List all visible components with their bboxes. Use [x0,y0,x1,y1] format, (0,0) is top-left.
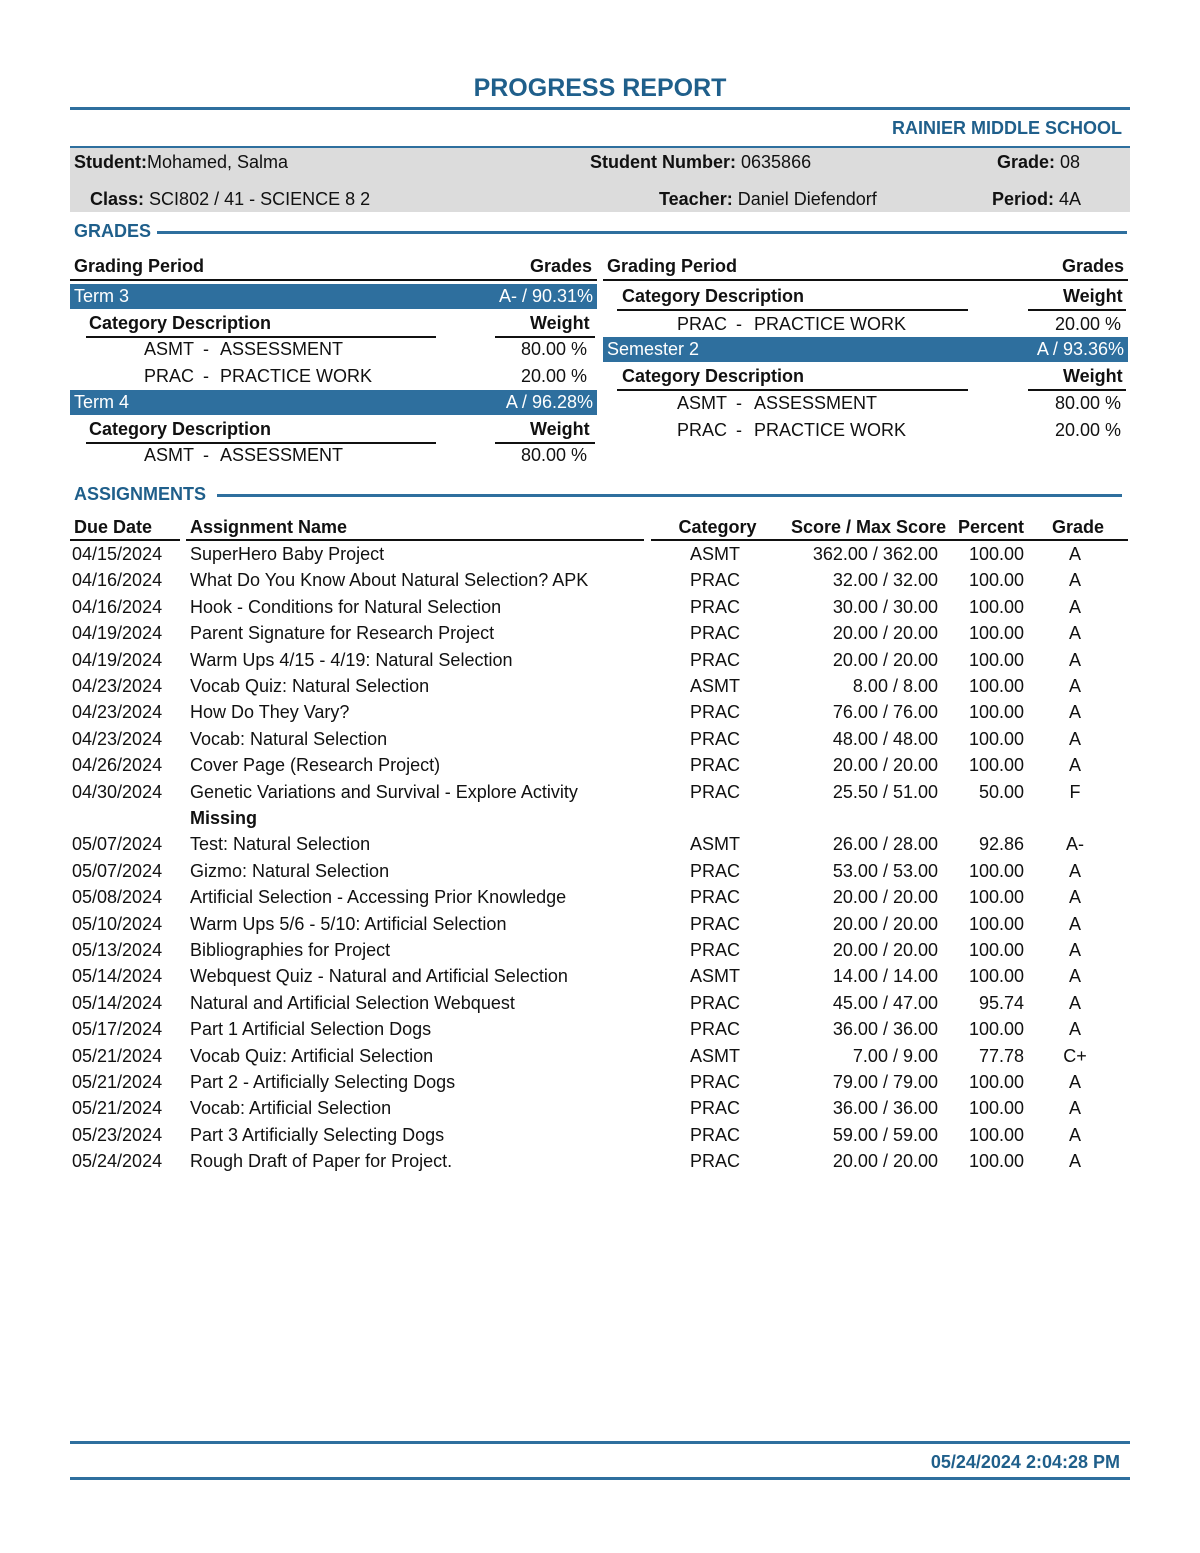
term4-cat-weight: 80.00 % [521,445,588,465]
right-header-underline [603,279,1128,281]
class-field [90,189,370,210]
due-date-cell: 04/23/2024 [72,702,163,723]
grade-cell: C+ [1063,1045,1087,1066]
category-cell: PRAC [689,1019,740,1040]
semester2-cat-code: PRAC [677,420,728,440]
category-cell: PRAC [689,702,740,723]
due-date-cell: 05/14/2024 [72,966,163,987]
term4-cat-sep: - [203,445,209,465]
term4-cat-code: PRAC [677,314,728,334]
grade-cell: A [1068,913,1081,934]
student-field [74,152,288,173]
grade-cell: A [1068,676,1081,696]
score-cell: 53.00 / 53.00 [832,860,938,881]
grade-cell: A [1068,1151,1081,1172]
due-date-cell: 04/16/2024 [72,570,163,591]
percent-cell: 100.00 [968,623,1024,644]
assignment-name-cell: Natural and Artificial Selection Webquest [190,992,515,1013]
grade-cell: A [1068,755,1081,776]
teacher-name: Daniel Diefendorf [737,189,877,209]
semester2-row [603,337,1128,362]
assignment-name-cell: Part 3 Artificially Selecting Dogs [190,1124,445,1145]
grade-cell: A [1068,570,1081,591]
grade-cell: A [1068,860,1081,881]
table-row [0,752,1200,778]
category-cell: PRAC [689,755,740,776]
score-cell: 79.00 / 79.00 [832,1072,938,1092]
category-cell: ASMT [689,544,740,564]
term3-cat-desc: PRACTICE WORK [220,366,373,386]
grade-cell: A [1068,1098,1081,1119]
assignment-name-cell: Artificial Selection - Accessing Prior Knowledge [190,887,567,908]
score-cell: 8.00 / 8.00 [852,676,938,696]
term4-cat-weight: 20.00 % [1055,314,1122,334]
term4-cat-sep: - [736,314,742,334]
term4-cat-desc: PRACTICE WORK [754,314,907,334]
due-date-cell: 05/14/2024 [72,992,163,1013]
category-cell: PRAC [689,913,740,934]
due-date-cell: 04/19/2024 [72,623,163,644]
grade-cell: A [1068,966,1081,987]
grade-cell: A [1068,596,1081,617]
class-label: Class: [90,189,145,209]
term4-weight-header: Weight [530,419,590,439]
assignment-name-cell: Genetic Variations and Survival - Explore Activity [190,781,578,802]
due-date-cell: 05/07/2024 [72,834,163,855]
score-cell: 20.00 / 20.00 [832,913,938,934]
percent-cell: 92.86 [978,834,1024,855]
grades-section-title: GRADES [74,221,152,241]
percent-cell: 77.78 [978,1045,1024,1066]
percent-cell: 100.00 [968,1019,1024,1040]
due-date-cell: 05/10/2024 [72,913,163,934]
category-cell: ASMT [689,966,740,987]
semester2-cat-weight: 20.00 % [1055,420,1122,440]
title-rule [70,107,1130,110]
term3-cat-desc: ASSESSMENT [220,339,344,359]
category-cell: PRAC [689,649,740,670]
assignment-name-cell: Webquest Quiz - Natural and Artificial Selection [190,966,568,987]
table-row [0,726,1200,752]
grade-cell: A [1068,1124,1081,1145]
table-row [0,990,1200,1016]
score-cell: 36.00 / 36.00 [832,1019,938,1040]
missing-note-row [0,805,1200,831]
assignment-name-cell: Vocab: Artificial Selection [190,1098,392,1119]
term4-cat-code: ASMT [144,445,195,465]
term3-cat-underline [86,336,436,338]
term3-cat-code: ASMT [144,339,195,359]
semester2-cat-code: ASMT [677,393,728,413]
assignment-name-cell: Part 2 - Artificially Selecting Dogs [190,1072,456,1092]
assignment-name-cell: Rough Draft of Paper for Project. [190,1151,453,1172]
table-row [0,779,1200,805]
term4-weight-header-cont: Weight [1063,286,1123,306]
category-cell: PRAC [689,1072,740,1092]
term3-cat-code: PRAC [144,366,195,386]
table-row [0,541,1200,567]
semester2-cat-weight: 80.00 % [1055,393,1122,413]
term4-cont-weight-underline [1028,309,1126,311]
due-date-cell: 05/21/2024 [72,1045,163,1066]
student-name: Mohamed, Salma [146,152,289,172]
grade-cell: A [1068,702,1081,723]
term3-name: Term 3 [74,286,130,306]
school-name: RAINIER MIDDLE SCHOOL [891,118,1122,138]
percent-cell: 100.00 [968,544,1024,564]
due-date-cell: 05/21/2024 [72,1098,163,1119]
semester2-cat-desc: PRACTICE WORK [754,420,907,440]
table-row [0,1069,1200,1095]
term4-category-header: Category Description [89,419,272,439]
category-cell: PRAC [689,887,740,908]
table-row [0,1148,1200,1174]
assignment-name-cell: Warm Ups 5/6 - 5/10: Artificial Selection [190,913,507,934]
term3-cat-sep: - [203,339,209,359]
term4-grade: A / 96.28% [505,392,593,412]
percent-cell: 100.00 [968,649,1024,670]
percent-cell: 50.00 [978,781,1024,802]
percent-cell: 100.00 [968,887,1024,908]
page-title: PROGRESS REPORT [473,74,727,102]
table-row [0,1122,1200,1148]
semester2-weight-underline [1028,389,1126,391]
score-header: Score / Max Score [791,517,947,537]
due-date-cell: 05/21/2024 [72,1072,163,1092]
semester2-weight-header: Weight [1063,366,1123,386]
category-cell: ASMT [689,1045,740,1066]
grade-cell: A [1068,649,1081,670]
assignment-name-cell: What Do You Know About Natural Selection? APK [190,570,589,591]
grade-level: 08 [1060,152,1081,172]
assignment-name-cell: How Do They Vary? [190,702,350,723]
term3-weight-header: Weight [530,313,590,333]
due-date-cell: 04/26/2024 [72,755,163,776]
grade-level-field [997,152,1080,173]
assignment-name-header: Assignment Name [190,517,348,537]
info-top-rule [70,146,1130,148]
score-cell: 25.50 / 51.00 [832,781,938,802]
period-value: 4A [1059,189,1082,209]
due-date-cell: 05/23/2024 [72,1124,163,1145]
grade-cell: F [1069,781,1081,802]
percent-cell: 100.00 [968,702,1024,723]
student-number-label: Student Number: [590,152,736,172]
class-name: SCI802 / 41 - SCIENCE 8 2 [149,189,371,209]
semester2-grade: A / 93.36% [1036,339,1124,359]
table-row [0,620,1200,646]
due-date-cell: 05/17/2024 [72,1019,163,1040]
percent-cell: 100.00 [968,596,1024,617]
percent-cell: 100.00 [968,940,1024,960]
term3-cat-weight: 20.00 % [521,366,588,386]
score-cell: 20.00 / 20.00 [832,755,938,776]
term4-name: Term 4 [74,392,130,412]
score-cell: 26.00 / 28.00 [832,834,938,855]
assignments-section-title: ASSIGNMENTS [74,484,207,504]
grade-cell: A [1068,623,1081,644]
term4-category-header-cont: Category Description [622,286,805,306]
due-date-cell: 04/16/2024 [72,596,163,617]
category-cell: PRAC [689,940,740,960]
due-date-cell: 04/19/2024 [72,649,163,670]
score-cell: 59.00 / 59.00 [832,1124,938,1145]
category-cell: PRAC [689,623,740,644]
term4-cont-cat-underline [617,309,968,311]
due-date-cell: 04/23/2024 [72,676,163,696]
left-header-underline [70,279,597,281]
term3-weight-underline [495,336,595,338]
grade-cell: A [1068,728,1081,749]
period-label: Period: [992,189,1055,209]
grade-cell: A- [1066,834,1084,855]
category-header: Category [678,517,757,537]
percent-cell: 100.00 [968,913,1024,934]
score-cell: 362.00 / 362.00 [812,544,938,564]
assignment-name-cell: Vocab Quiz: Artificial Selection [190,1045,434,1066]
score-cell: 30.00 / 30.00 [832,596,938,617]
semester2-cat-sep: - [736,393,742,413]
term3-cat-weight: 80.00 % [521,339,588,359]
missing-flag: Missing [190,808,258,828]
grade-level-label: Grade: [997,152,1056,172]
table-row [0,1043,1200,1069]
due-date-cell: 04/15/2024 [72,544,163,564]
score-cell: 20.00 / 20.00 [832,623,938,644]
category-cell: PRAC [689,570,740,591]
period-field [992,189,1081,210]
table-row [0,567,1200,593]
percent-cell: 95.74 [978,992,1024,1013]
assignments-section-rule [217,494,1122,497]
grade-cell: A [1068,544,1081,564]
grade-cell: A [1068,1072,1081,1092]
percent-cell: 100.00 [968,1098,1024,1119]
grades-section-rule [157,231,1127,234]
grade-cell: A [1068,1019,1081,1040]
table-row [0,884,1200,910]
percent-cell: 100.00 [968,1151,1024,1172]
footer-top-rule [70,1441,1130,1444]
percent-cell: 100.00 [968,728,1024,749]
table-row [0,858,1200,884]
category-cell: PRAC [689,596,740,617]
semester2-cat-desc: ASSESSMENT [754,393,878,413]
grade-cell: A [1068,992,1081,1013]
percent-cell: 100.00 [968,966,1024,987]
table-row [0,963,1200,989]
table-row [0,699,1200,725]
category-cell: PRAC [689,1124,740,1145]
assignment-name-cell: Gizmo: Natural Selection [190,860,390,881]
grade-header: Grade [1052,517,1105,537]
student-label: Student: [74,152,147,172]
grades-header: Grades [530,256,593,276]
grade-cell: A [1068,940,1081,960]
table-row [0,647,1200,673]
category-cell: PRAC [689,781,740,802]
due-date-cell: 05/08/2024 [72,887,163,908]
percent-cell: 100.00 [968,676,1024,696]
due-date-header: Due Date [74,517,153,537]
assignment-name-cell: Cover Page (Research Project) [190,755,441,776]
table-row [0,831,1200,857]
grades-header-right: Grades [1062,256,1125,276]
term3-grade: A- / 90.31% [498,286,593,306]
score-cell: 36.00 / 36.00 [832,1098,938,1119]
category-cell: PRAC [689,992,740,1013]
teacher-field [659,189,877,210]
score-cell: 32.00 / 32.00 [832,570,938,591]
due-date-cell: 05/13/2024 [72,940,163,960]
category-cell: ASMT [689,676,740,696]
table-row [0,911,1200,937]
assignment-name-cell: SuperHero Baby Project [190,544,385,564]
student-number-field [590,152,811,173]
grading-period-header-right: Grading Period [607,256,738,276]
report-timestamp: 05/24/2024 2:04:28 PM [930,1452,1120,1472]
score-cell: 76.00 / 76.00 [832,702,938,723]
assignment-name-cell: Part 1 Artificial Selection Dogs [190,1019,432,1040]
score-cell: 48.00 / 48.00 [832,728,938,749]
table-row [0,937,1200,963]
semester2-name: Semester 2 [607,339,700,359]
term4-cat-underline [86,442,436,444]
semester2-cat-sep: - [736,420,742,440]
category-cell: PRAC [689,860,740,881]
score-cell: 20.00 / 20.00 [832,1151,938,1172]
term4-weight-underline [495,442,595,444]
table-row [0,594,1200,620]
grade-cell: A [1068,887,1081,908]
assignment-name-cell: Vocab: Natural Selection [190,728,388,749]
assignment-name-cell: Test: Natural Selection [190,834,371,855]
score-cell: 45.00 / 47.00 [832,992,938,1013]
due-date-cell: 04/23/2024 [72,728,163,749]
semester2-cat-underline [617,389,968,391]
assignment-name-cell: Parent Signature for Research Project [190,623,495,644]
student-number: 0635866 [741,152,812,172]
assignment-name-cell: Vocab Quiz: Natural Selection [190,676,430,696]
term4-cat-desc: ASSESSMENT [220,445,344,465]
score-cell: 20.00 / 20.00 [832,887,938,908]
percent-header: Percent [958,517,1025,537]
footer-bottom-rule [70,1477,1130,1480]
table-row [0,1095,1200,1121]
assignment-name-cell: Hook - Conditions for Natural Selection [190,596,502,617]
table-row [0,1016,1200,1042]
score-cell: 7.00 / 9.00 [852,1045,938,1066]
score-cell: 20.00 / 20.00 [832,649,938,670]
assignment-name-cell: Bibliographies for Project [190,940,391,960]
due-date-cell: 05/24/2024 [72,1151,163,1172]
assignment-name-cell: Warm Ups 4/15 - 4/19: Natural Selection [190,649,513,670]
score-cell: 20.00 / 20.00 [832,940,938,960]
grading-period-header: Grading Period [74,256,205,276]
category-cell: ASMT [689,834,740,855]
category-cell: PRAC [689,1098,740,1119]
percent-cell: 100.00 [968,1072,1024,1092]
teacher-label: Teacher: [659,189,733,209]
term3-cat-sep: - [203,366,209,386]
percent-cell: 100.00 [968,755,1024,776]
term3-category-header: Category Description [89,313,272,333]
score-cell: 14.00 / 14.00 [832,966,938,987]
percent-cell: 100.00 [968,860,1024,881]
table-row [0,673,1200,699]
due-date-cell: 04/30/2024 [72,781,163,802]
percent-cell: 100.00 [968,1124,1024,1145]
category-cell: PRAC [689,728,740,749]
percent-cell: 100.00 [968,570,1024,591]
semester2-category-header: Category Description [622,366,805,386]
term3-row [70,284,597,309]
due-date-cell: 05/07/2024 [72,860,163,881]
category-cell: PRAC [689,1151,740,1172]
term4-row [70,390,597,415]
